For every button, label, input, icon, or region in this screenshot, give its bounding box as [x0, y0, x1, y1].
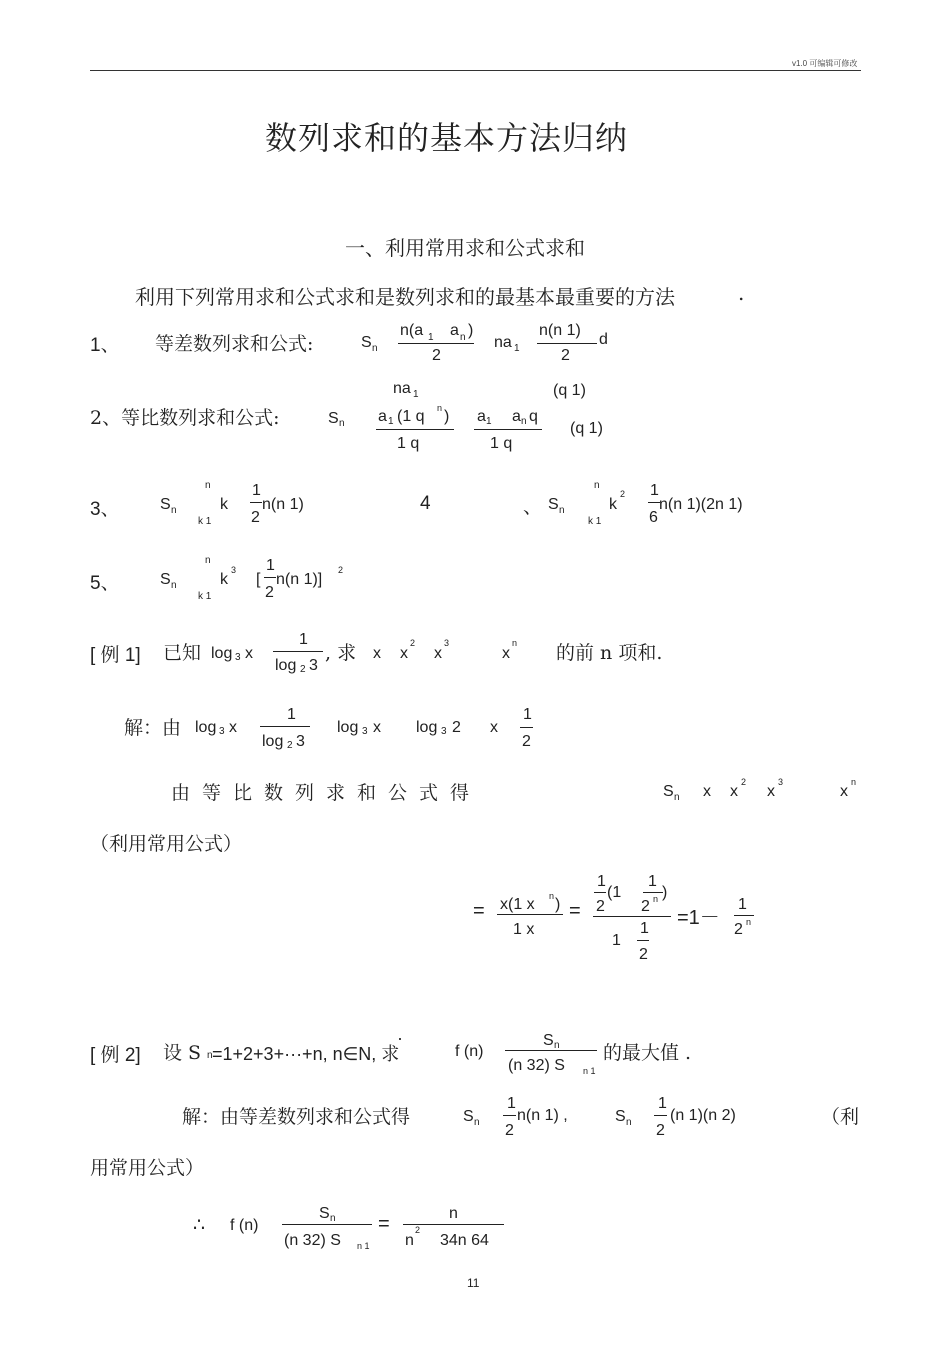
sn-sub-2: n — [559, 505, 565, 516]
frac1-close: ) — [444, 408, 450, 425]
frac1-a: a — [378, 408, 387, 425]
example-2-tail: 的最大值 . — [603, 1042, 692, 1064]
fc-sup: n — [746, 917, 752, 927]
na-sub: 1 — [514, 343, 520, 354]
header-rule — [90, 70, 861, 71]
mid-log-x: x — [373, 719, 381, 736]
example-2-dot: · — [397, 1028, 403, 1048]
k-cube: 3 — [231, 565, 237, 575]
sum-cube: 3 — [778, 777, 784, 787]
half-num: 1 — [266, 557, 275, 574]
log-sub: 3 — [219, 726, 225, 737]
sn-sub: n — [674, 792, 680, 803]
g-num: n — [449, 1205, 458, 1222]
bot-cond: (q 1) — [570, 420, 603, 437]
half-bar — [503, 1115, 516, 1116]
series-xn: x — [502, 645, 510, 662]
fb-in-den: 2 — [641, 898, 650, 915]
log-x: x — [245, 645, 253, 662]
fc-num: 1 — [738, 896, 747, 913]
sn-symbol-2: S — [548, 496, 559, 513]
solution-2-rest2: (n 1)(n 2) — [670, 1107, 736, 1124]
fa-bar — [497, 914, 563, 915]
k-sq: 2 — [620, 489, 626, 499]
fa-den: 1 x — [513, 921, 535, 938]
sn-sub: n — [171, 505, 177, 516]
frac1-bar — [398, 343, 474, 344]
rhs-den-log: log — [275, 657, 297, 674]
series-x2: x — [400, 645, 408, 662]
series-x3: x — [434, 645, 442, 662]
fa-close: ) — [555, 896, 561, 913]
example-2-text: 设 S — [163, 1042, 202, 1064]
sn-sub: n — [372, 343, 378, 354]
k-term-2: k — [609, 496, 617, 513]
frac2-q: q — [529, 408, 538, 425]
f-num-sub: n — [554, 1040, 560, 1051]
f-num-sub: n — [330, 1213, 336, 1224]
half-bar — [264, 577, 276, 578]
example-1-ask: , 求 — [325, 642, 357, 664]
sn-sub: n — [339, 418, 345, 429]
rhs-den-3: 3 — [309, 657, 318, 674]
frac1-an: a — [450, 322, 459, 339]
f-den: (n 32) S — [284, 1232, 341, 1249]
f-den-sub: n 1 — [357, 1241, 370, 1251]
half2-den: 2 — [656, 1122, 665, 1139]
f-bar — [505, 1050, 597, 1051]
fb-den-den: 2 — [639, 946, 648, 963]
d-term: d — [599, 331, 608, 348]
rhs-num: 1 — [287, 706, 296, 723]
sn-symbol: S — [463, 1108, 474, 1125]
fb-den-num: 1 — [640, 920, 649, 937]
frac2-den: 1 q — [490, 435, 513, 452]
sum-x2: x — [730, 783, 738, 800]
eq-3: =1－ — [677, 907, 720, 929]
sum-top: n — [205, 480, 211, 491]
example-2-sub: n — [207, 1050, 213, 1061]
fc-den: 2 — [734, 921, 743, 938]
sum-bot: k 1 — [198, 516, 212, 527]
frac1-close: ) — [468, 322, 474, 339]
mid-log-sub: 3 — [362, 726, 368, 737]
half-den: 2 — [265, 584, 274, 601]
rhs-den-sub: 2 — [287, 740, 293, 751]
log-term: log — [211, 645, 233, 662]
fa-num: x(1 x — [500, 896, 535, 913]
na-term: na — [494, 334, 512, 351]
mid2-log: log — [416, 719, 438, 736]
formula-2-label: 2、等比数列求和公式: — [90, 407, 280, 429]
frac1-a-sub: 1 — [388, 416, 394, 427]
top-na: na — [393, 380, 411, 397]
half-num: 1 — [507, 1095, 516, 1112]
series-sq: 2 — [410, 638, 416, 648]
solution-1-line2: 由等比数列求和公式得 — [171, 782, 482, 804]
g-den-rest: 34n 64 — [440, 1232, 489, 1249]
sum-bot-2: k 1 — [588, 516, 602, 527]
eq-sign: = — [378, 1213, 390, 1235]
solution-2-note-b: 用常用公式） — [90, 1157, 205, 1179]
g-den-n: n — [405, 1232, 414, 1249]
rhs-den-log: log — [262, 733, 284, 750]
solution-1-label: 解：由 — [124, 717, 182, 739]
k-term: k — [220, 496, 228, 513]
solution-x: x — [490, 719, 498, 736]
sum-sq: 2 — [741, 777, 747, 787]
sum-top: n — [205, 555, 211, 566]
rhs-bar — [260, 726, 310, 727]
open-bracket: [ — [256, 571, 261, 588]
fb-num-2: 2 — [596, 898, 605, 915]
page-number: 11 — [467, 1276, 480, 1290]
fb-close: ) — [662, 884, 668, 901]
fn-label: f (n) — [455, 1043, 484, 1060]
log-x: x — [229, 719, 237, 736]
mid2-log-sub: 3 — [441, 726, 447, 737]
sum-xn: x — [840, 783, 848, 800]
frac1-num: n(a — [400, 322, 424, 339]
frac1-subn: n — [460, 332, 466, 343]
example-1-given: 已知 — [163, 642, 202, 664]
formula-3-rest: n(n 1) — [262, 496, 304, 513]
top-na-sub: 1 — [413, 389, 419, 400]
section-heading: 一、利用常用求和公式求和 — [345, 236, 585, 260]
page-title: 数列求和的基本方法归纳 — [265, 119, 629, 157]
rhs-num: 1 — [299, 631, 308, 648]
g-den-sup: 2 — [415, 1225, 421, 1235]
frac2-bar — [537, 343, 597, 344]
frac1-den: 2 — [432, 347, 441, 364]
frac1-rest: (1 q — [397, 408, 425, 425]
header-note: v1.0 可编辑可修改 — [792, 59, 858, 68]
rhs-bar — [273, 651, 323, 652]
formula-4-sep: 、 — [523, 496, 543, 518]
sixth-num: 1 — [650, 482, 659, 499]
example-1-tail: 的前 n 项和. — [556, 642, 663, 664]
section-intro-end: . — [738, 281, 745, 305]
f-bar — [282, 1224, 372, 1225]
fb-open: (1 — [607, 884, 622, 901]
sum-x3: x — [767, 783, 775, 800]
top-cond: (q 1) — [553, 382, 586, 399]
formula-5-label: 5、 — [90, 573, 120, 594]
sum-top-2: n — [594, 480, 600, 491]
fb-den-bar — [637, 940, 649, 941]
log-sub: 3 — [235, 652, 241, 663]
series-n: n — [512, 638, 518, 648]
mid-log: log — [337, 719, 359, 736]
sn-sub-2: n — [626, 1117, 632, 1128]
f-den: (n 32) S — [508, 1057, 565, 1074]
formula-5-sq: 2 — [338, 565, 344, 575]
frac1-bar — [376, 429, 454, 430]
formula-1-label: 1、 — [90, 335, 120, 356]
frac1-sup: n — [437, 403, 443, 413]
fc-bar — [734, 915, 754, 916]
fn-label: f (n) — [230, 1217, 259, 1234]
formula-4-rest: n(n 1)(2n 1) — [659, 496, 743, 513]
solution-2-label: 解：由等差数列求和公式得 — [182, 1106, 411, 1128]
sn-symbol: S — [160, 571, 171, 588]
series-cube: 3 — [444, 638, 450, 648]
series-x: x — [373, 645, 381, 662]
half-num: 1 — [252, 482, 261, 499]
frac2-den: 2 — [561, 347, 570, 364]
fb-half-bar — [594, 892, 606, 893]
rhs-den-3: 3 — [296, 733, 305, 750]
sixth-den: 6 — [649, 509, 658, 526]
half-den: 2 — [251, 509, 260, 526]
sn-symbol: S — [328, 410, 339, 427]
section-intro: 利用下列常用求和公式求和是数列求和的最基本最重要的方法 — [135, 285, 675, 309]
sn-symbol: S — [361, 334, 372, 351]
f-num: S — [319, 1205, 330, 1222]
rhs-den-sub: 2 — [300, 664, 306, 675]
fb-den-1: 1 — [612, 932, 621, 949]
solution-1-note: （利用常用公式） — [90, 833, 243, 855]
sn-symbol: S — [663, 783, 674, 800]
frac2-an: a — [512, 408, 521, 425]
eq-2: = — [569, 900, 581, 922]
example-2-label: [ 例 2] — [90, 1045, 141, 1066]
formula-1-text: 等差数列求和公式: — [155, 333, 314, 355]
therefore-symbol: ∴ — [193, 1215, 206, 1236]
fb-in-bar — [643, 892, 663, 893]
fb-in-num: 1 — [648, 873, 657, 890]
frac2-num: n(n 1) — [539, 322, 581, 339]
frac2-bar — [474, 429, 542, 430]
f-num: S — [543, 1032, 554, 1049]
example-1-label: [ 例 1] — [90, 645, 141, 666]
f-den-sub: n 1 — [583, 1066, 596, 1076]
solution-2-rest: n(n 1) , — [517, 1107, 568, 1124]
frac2-sub1: 1 — [486, 416, 492, 427]
solution-2-note-a: （利 — [821, 1106, 860, 1128]
half-den: 2 — [522, 733, 531, 750]
sn-symbol-2: S — [615, 1108, 626, 1125]
frac1-sub1: 1 — [428, 332, 434, 343]
k-term: k — [220, 571, 228, 588]
half-bar — [250, 502, 262, 503]
half-num: 1 — [523, 706, 532, 723]
half-bar — [520, 727, 533, 728]
log-term: log — [195, 719, 217, 736]
sum-bot: k 1 — [198, 591, 212, 602]
frac1-den: 1 q — [397, 435, 420, 452]
formula-5-rest: n(n 1)] — [276, 571, 323, 588]
fa-sup: n — [549, 891, 555, 901]
fb-in-sup: n — [653, 894, 659, 904]
fb-bar — [593, 916, 671, 917]
fb-num-1: 1 — [597, 873, 606, 890]
frac2-subn: n — [521, 416, 527, 427]
sn-symbol: S — [160, 496, 171, 513]
mid2-log-2: 2 — [452, 719, 461, 736]
example-2-rest: =1+2+3+···+n, n∈N, 求 — [212, 1044, 400, 1064]
sum-x: x — [703, 783, 711, 800]
eq-1: = — [473, 900, 485, 922]
formula-3-label: 3、 — [90, 499, 120, 520]
frac2-a: a — [477, 408, 486, 425]
sum-n: n — [851, 777, 857, 787]
formula-4-label: 4 — [420, 493, 431, 514]
half2-bar — [654, 1115, 667, 1116]
sn-sub: n — [474, 1117, 480, 1128]
half-den: 2 — [505, 1122, 514, 1139]
sn-sub: n — [171, 580, 177, 591]
half2-num: 1 — [658, 1095, 667, 1112]
